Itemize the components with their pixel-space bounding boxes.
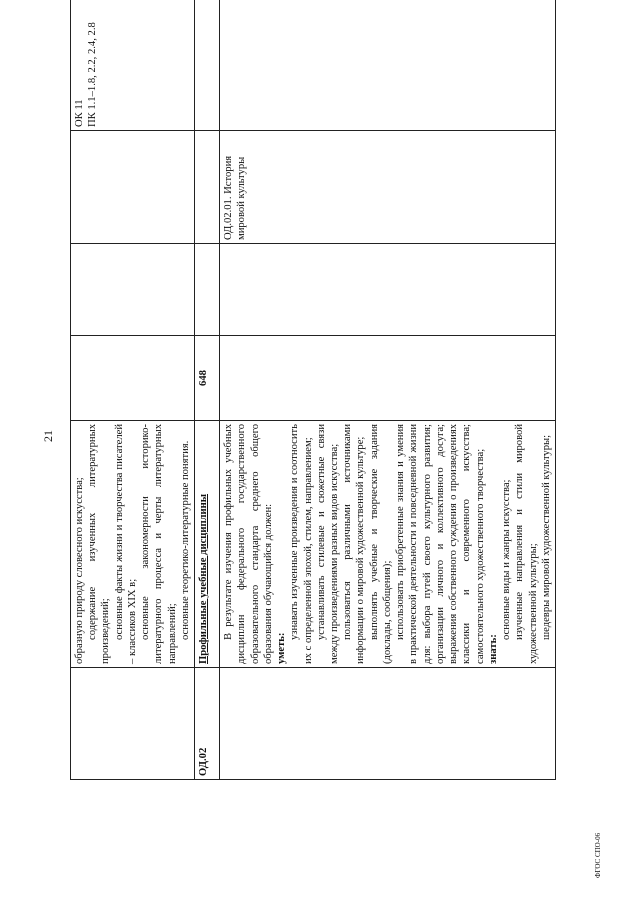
desc-line: образную природу словесного искусства; <box>74 477 85 664</box>
desc-line: основные факты жизни и творчества писателей – классиков XIX в; <box>113 424 138 664</box>
cell-comp-empty <box>220 0 556 131</box>
section-title: Профильные учебные дисциплины <box>195 421 220 668</box>
table-row-section <box>195 0 220 780</box>
table-row-continuation <box>71 0 195 780</box>
cell-code-empty <box>220 668 556 780</box>
znat-label: знать: <box>487 634 499 664</box>
desc-line: основные закономерности историко-литературного процесса и черты литературных направлений; <box>140 424 178 664</box>
umet-item: узнавать изученные произведения и соотносить их с определенной эпохой, стилем, направлением; <box>289 424 314 664</box>
cell-competences <box>71 0 195 131</box>
umet-item: пользоваться различными источниками информации о мировой художественной культуре; <box>342 424 367 664</box>
section-hours: 648 <box>195 336 220 421</box>
cell-course-empty <box>195 131 220 244</box>
table-row-body <box>220 0 556 780</box>
cell-course-empty <box>71 131 195 244</box>
competence-ok: ОК 11 <box>74 99 85 127</box>
curriculum-table <box>70 0 556 780</box>
cell-hours-empty <box>71 336 195 421</box>
cell-module-empty <box>71 244 195 336</box>
cell-hours-empty <box>220 336 556 421</box>
cell-description <box>220 421 556 668</box>
znat-item: основные виды и жанры искусства; <box>501 479 513 640</box>
footer-code: ФГОС СПО-06 <box>594 832 602 878</box>
intro-text: В результате изучения профильных учебных дисциплин федерального государственного образовательного стандарта среднего общего образования обучающийся должен: <box>223 424 274 664</box>
section-code: ОД.02 <box>195 668 220 780</box>
course-code-name: ОД.02.01. История мировой культуры <box>220 131 556 244</box>
umet-item: выполнять учебные и творческие задания (доклады, сообщения); <box>368 424 393 664</box>
cell-module-empty <box>195 244 220 336</box>
desc-line: содержание изученных литературных произведений; <box>87 424 112 664</box>
competence-pk: ПК 1.1–1.8, 2.2, 2.4, 2.8 <box>87 22 99 127</box>
page-number: 21 <box>41 430 55 442</box>
cell-code-empty <box>71 668 195 780</box>
desc-line: основные теоретико-литературные понятия. <box>179 440 191 640</box>
cell-description-continued <box>71 421 195 668</box>
umet-item: использовать приобретенные знания и умения в практической деятельности и повседневной жизни для: выбора путей своего культурного развития; организации личного и коллективного досуга; выражения собственного суждения о произведениях классики и современного искусства; самостоятельного художественного творчества; <box>395 424 486 664</box>
cell-comp-empty <box>195 0 220 131</box>
umet-label: уметь: <box>276 632 288 664</box>
cell-module-empty <box>220 244 556 336</box>
znat-item: изученные направления и стили мировой художественной культуры; <box>514 424 539 664</box>
znat-item: шедевры мировой художественной культуры; <box>540 434 552 640</box>
rotated-page <box>70 22 552 780</box>
umet-item: устанавливать стилевые и сюжетные связи между произведениями разных видов искусства; <box>315 424 340 664</box>
